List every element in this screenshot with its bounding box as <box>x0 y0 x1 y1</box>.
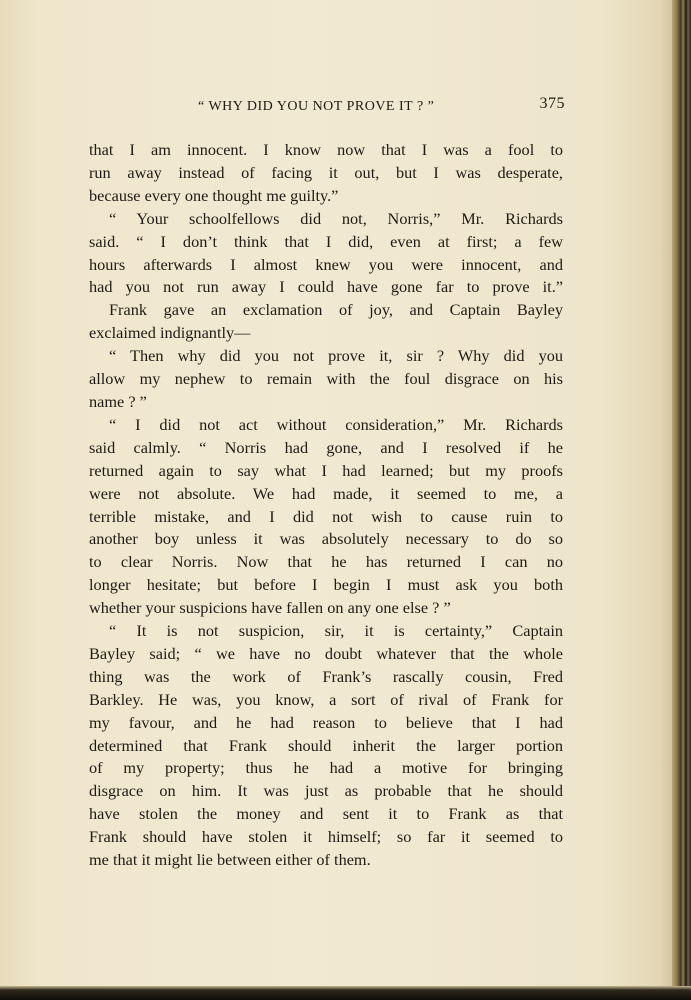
text-line: have stolen the money and sent it to Frank as that <box>89 804 563 824</box>
text-line: name ? ” <box>89 391 147 411</box>
text-line: determined that Frank should inherit the larger portion <box>89 735 563 755</box>
text-line: “ Then why did you not prove it, sir ? Why did you <box>109 346 563 366</box>
text-line: that I am innocent. I know now that I was a fool to <box>89 140 563 159</box>
text-line: exclaimed indignantly— <box>89 323 251 343</box>
text-line: longer hesitate; but before I begin I must ask you both <box>89 575 563 595</box>
text-line: thing was the work of Frank’s rascally cousin, Fred <box>89 666 563 686</box>
text-line: me that it might lie between either of them. <box>89 850 371 870</box>
page-bottom-edge <box>0 986 691 1000</box>
page-number: 375 <box>539 95 565 112</box>
text-line: Frank should have stolen it himself; so far it seemed to <box>89 827 563 847</box>
text-line: disgrace on him. It was just as probable that he should <box>89 781 563 801</box>
text-line: “ I did not act without consideration,” Mr. Richards <box>109 414 563 434</box>
text-line: to clear Norris. Now that he has returned I can no <box>89 552 563 572</box>
text-line: terrible mistake, and I did not wish to cause ruin to <box>89 506 563 526</box>
text-line: my favour, and he had reason to believe that I had <box>89 712 563 732</box>
text-line: were not absolute. We had made, it seemed to me, a <box>89 483 563 503</box>
text-line: because every one thought me guilty.” <box>89 185 339 205</box>
text-line: Frank gave an exclamation of joy, and Captain Bayley <box>109 300 563 320</box>
text-line: “ Your schoolfellows did not, Norris,” Mr. Richards <box>109 208 563 228</box>
text-line: another boy unless it was absolutely necessary to do so <box>89 529 563 549</box>
body-text <box>89 139 563 872</box>
running-title: “ WHY DID YOU NOT PROVE IT ? ” <box>198 99 435 114</box>
page-header <box>90 94 565 118</box>
text-line: Barkley. He was, you know, a sort of rival of Frank for <box>89 689 563 709</box>
text-line: hours afterwards I almost knew you were innocent, and <box>89 254 563 274</box>
text-line: whether your suspicions have fallen on any one else ? ” <box>89 598 451 618</box>
text-line: of my property; thus he had a motive for bringing <box>89 758 563 778</box>
text-line: said. “ I don’t think that I did, even at first; a few <box>89 231 563 251</box>
book-spine-edge <box>672 0 691 1000</box>
text-line: said calmly. “ Norris had gone, and I resolved if he <box>89 437 563 457</box>
text-line: Bayley said; “ we have no doubt whatever that the whole <box>89 643 563 663</box>
text-line: “ It is not suspicion, sir, it is certainty,” Captain <box>109 621 563 641</box>
text-line: allow my nephew to remain with the foul disgrace on his <box>89 369 563 389</box>
text-line: had you not run away I could have gone far to prove it.” <box>89 277 563 297</box>
text-line: run away instead of facing it out, but I was desperate, <box>89 162 563 182</box>
text-line: returned again to say what I had learned; but my proofs <box>89 460 563 480</box>
